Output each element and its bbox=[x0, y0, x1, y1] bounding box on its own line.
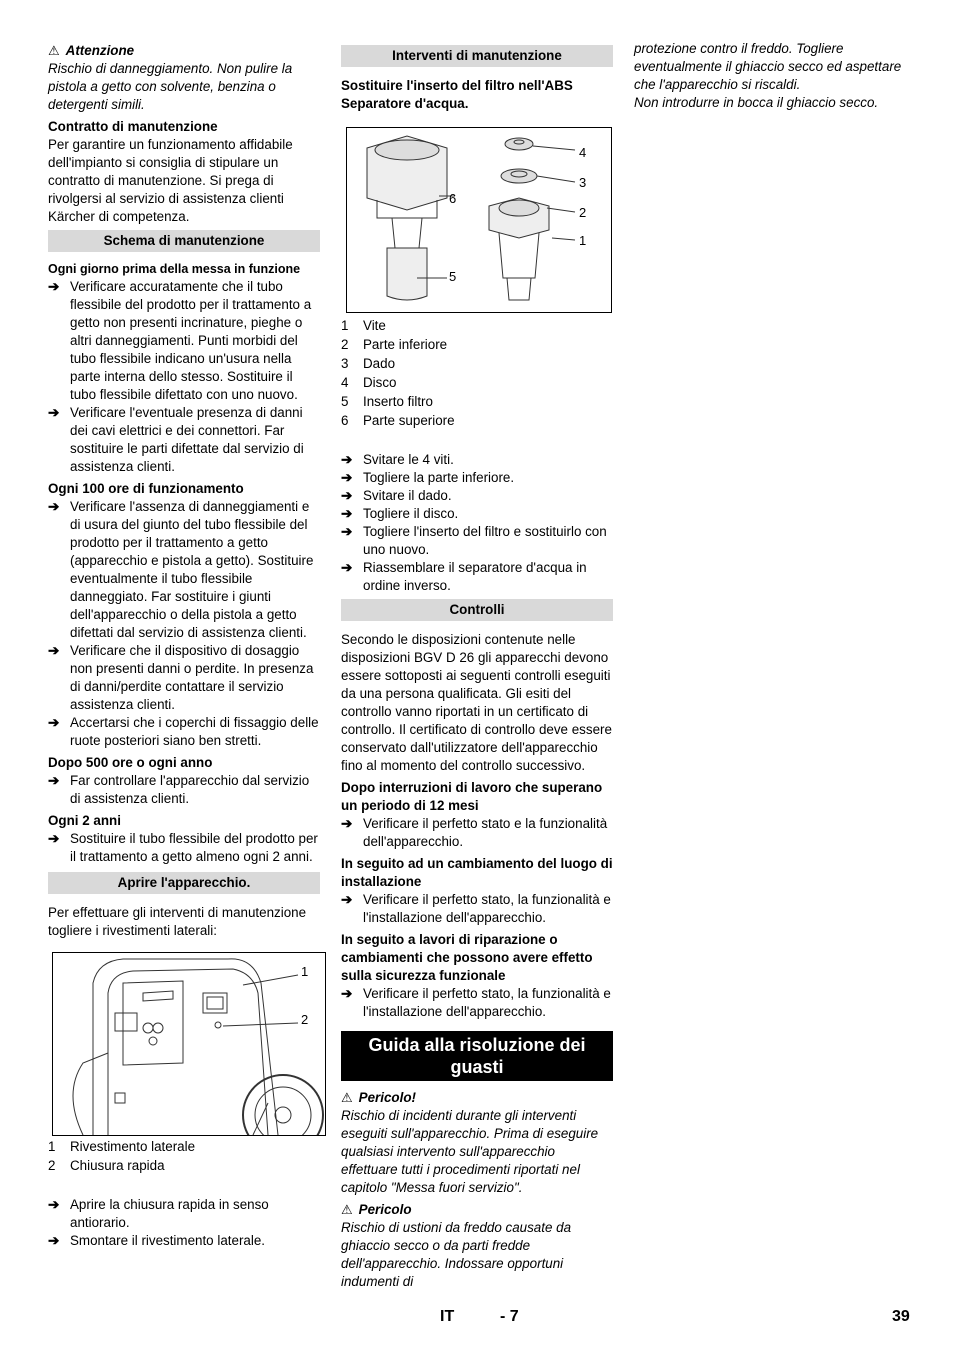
daily-steps bbox=[48, 278, 320, 476]
filter-illustration bbox=[347, 128, 611, 312]
filter-figure bbox=[346, 127, 612, 313]
arrow-right-icon: ➔ bbox=[341, 488, 353, 503]
step-item: ➔ Verificare l'assenza di danneggiamenti e di usura del giunto del tubo flessibile del prodotto per il trattamento a getto (apparecchio e pistola a getto). Sostituire eventualmente il tubo flessibile danneggiato. Far sostituire i giunti dell'apparecchio o della pistola a getto difettati dal servizio di assistenza clienti. bbox=[48, 499, 314, 640]
footer-page-number: 39 bbox=[892, 1308, 910, 1325]
step-item: ➔ Togliere la parte inferiore. bbox=[341, 470, 515, 485]
arrow-right-icon: ➔ bbox=[48, 1233, 60, 1248]
arrow-right-icon: ➔ bbox=[48, 1197, 60, 1212]
y2-title: Ogni 2 anni bbox=[48, 813, 121, 828]
figure-label: 1 bbox=[301, 964, 309, 979]
step-item: ➔ Svitare le 4 viti. bbox=[341, 452, 454, 467]
machine-figure bbox=[52, 952, 326, 1136]
step-item: ➔ Riassemblare il separatore d'acqua in ordine inverso. bbox=[341, 560, 587, 593]
warning-text: Rischio di danneggiamento. Non pulire la pistola a getto con solvente, benzina o detergenti simili. bbox=[48, 61, 293, 112]
danger-heading: ⚠ Pericolo! bbox=[341, 1090, 416, 1105]
arrow-right-icon: ➔ bbox=[341, 452, 353, 467]
section-open: Aprire l'apparecchio. bbox=[48, 872, 320, 894]
contract-title: Contratto di manutenzione bbox=[48, 119, 218, 134]
h500-title: Dopo 500 ore o ogni anno bbox=[48, 755, 213, 770]
check3-steps bbox=[341, 985, 613, 1021]
step-item: ➔ Togliere il disco. bbox=[341, 506, 459, 521]
check1-title: Dopo interruzioni di lavoro che superano un periodo di 12 mesi bbox=[341, 780, 603, 813]
warning-triangle-icon: ⚠ bbox=[48, 43, 60, 58]
footer-language: IT bbox=[440, 1308, 455, 1325]
h100-steps bbox=[48, 498, 320, 750]
legend-item: 5 Inserto filtro bbox=[341, 394, 433, 409]
arrow-right-icon: ➔ bbox=[341, 816, 353, 831]
figure-legend bbox=[48, 1138, 320, 1176]
arrow-right-icon: ➔ bbox=[48, 643, 60, 658]
filter-steps bbox=[341, 451, 613, 595]
danger-text: Rischio di incidenti durante gli interventi eseguiti sull'apparecchio. Prima di eseguire qualsiasi intervento sull'apparecchio effettuare tutti i procedimenti riportati nel capitolo "Messa fuori servizio". bbox=[341, 1108, 599, 1195]
column-3 bbox=[634, 40, 909, 112]
arrow-right-icon: ➔ bbox=[48, 773, 60, 788]
column-2 bbox=[341, 40, 613, 1295]
arrow-right-icon: ➔ bbox=[341, 892, 353, 907]
danger-heading: ⚠ Pericolo bbox=[341, 1202, 412, 1217]
legend-item: 6 Parte superiore bbox=[341, 413, 455, 428]
legend-item: 3 Dado bbox=[341, 356, 396, 371]
arrow-right-icon: ➔ bbox=[48, 715, 60, 730]
open-text: Per effettuare gli interventi di manutenzione togliere i rivestimenti laterali: bbox=[48, 905, 307, 938]
step-item: ➔ Togliere l'inserto del filtro e sostituirlo con uno nuovo. bbox=[341, 524, 607, 557]
legend-item: 4 Disco bbox=[341, 375, 397, 390]
section-controlli: Controlli bbox=[341, 599, 613, 621]
continued-text: protezione contro il freddo. Togliere eventualmente il ghiaccio secco ed aspettare che l'apparecchio si riscaldi. bbox=[634, 41, 902, 92]
arrow-right-icon: ➔ bbox=[341, 560, 353, 575]
check2-title: In seguito ad un cambiamento del luogo di installazione bbox=[341, 856, 613, 889]
legend-item: 2 Parte inferiore bbox=[341, 337, 448, 352]
arrow-right-icon: ➔ bbox=[341, 524, 353, 539]
legend-item: 2 Chiusura rapida bbox=[48, 1158, 165, 1173]
arrow-right-icon: ➔ bbox=[48, 279, 60, 294]
filter-title: Sostituire l'inserto del filtro nell'ABS Separatore d'acqua. bbox=[341, 78, 573, 111]
continued-text: Non introdurre in bocca il ghiaccio secco. bbox=[634, 95, 879, 110]
arrow-right-icon: ➔ bbox=[341, 470, 353, 485]
section-schema: Schema di manutenzione bbox=[48, 230, 320, 252]
step-item: ➔ Accertarsi che i coperchi di fissaggio delle ruote posteriori siano ben stretti. bbox=[48, 715, 319, 748]
step-item: ➔ Aprire la chiusura rapida in senso antiorario. bbox=[48, 1197, 269, 1230]
step-item: ➔ Far controllare l'apparecchio dal servizio di assistenza clienti. bbox=[48, 773, 310, 806]
chapter-title: Guida alla risoluzione dei guasti bbox=[341, 1031, 613, 1081]
step-item: ➔ Verificare accuratamente che il tubo flessibile del prodotto per il trattamento a getto non presenti incrinature, pieghe o altri danneggiamenti. Punti morbidi del tubo flessibile indicano un'usura nella parte interna dello stesso. Sostituire il tubo flessibile difettato con uno nuovo. bbox=[48, 279, 312, 402]
step-item: ➔ Verificare il perfetto stato, la funzionalità e l'installazione dell'apparecchio. bbox=[341, 892, 611, 925]
check1-steps bbox=[341, 815, 613, 851]
controlli-text: Secondo le disposizioni contenute nelle disposizioni BGV D 26 gli apparecchi devono essere sottoposti ai seguenti controlli eseguiti da una persona qualificata. Gli esiti del controllo vanno riportati in un certificato di controllo. Il certificato di controllo deve essere conservato dall'utilizzatore dell'apparecchio fino al momento del controllo successivo. bbox=[341, 632, 612, 773]
machine-illustration bbox=[53, 953, 325, 1135]
figure-label: 6 bbox=[449, 191, 457, 206]
figure-label: 1 bbox=[579, 233, 587, 248]
footer-local-page: - 7 bbox=[500, 1308, 519, 1325]
step-item: ➔ Verificare il perfetto stato, la funzionalità e l'installazione dell'apparecchio. bbox=[341, 986, 611, 1019]
step-item: ➔ Sostituire il tubo flessibile del prodotto per il trattamento a getto almeno ogni 2 anni. bbox=[48, 831, 318, 864]
section-interventi: Interventi di manutenzione bbox=[341, 45, 613, 67]
warning-triangle-icon: ⚠ bbox=[341, 1090, 353, 1105]
warning-triangle-icon: ⚠ bbox=[341, 1202, 353, 1217]
daily-title: Ogni giorno prima della messa in funzione bbox=[48, 262, 301, 276]
legend-item: 1 Rivestimento laterale bbox=[48, 1139, 196, 1154]
figure-label: 2 bbox=[301, 1012, 309, 1027]
h500-steps bbox=[48, 772, 320, 808]
column-1 bbox=[48, 40, 320, 1254]
danger-text: Rischio di ustioni da freddo causate da ghiaccio secco o da parti fredde dell'apparecchio. Indossare opportuni indumenti di bbox=[341, 1220, 572, 1289]
y2-steps bbox=[48, 830, 320, 866]
figure-label: 5 bbox=[449, 269, 457, 284]
step-item: ➔ Svitare il dado. bbox=[341, 488, 452, 503]
step-item: ➔ Verificare che il dispositivo di dosaggio non presenti danni o perdite. In presenza di danni/perdite contattare il servizio assistenza clienti. bbox=[48, 643, 314, 712]
warning-heading: ⚠ Attenzione bbox=[48, 43, 135, 58]
figure-label: 3 bbox=[579, 175, 587, 190]
legend-item: 1 Vite bbox=[341, 318, 386, 333]
arrow-right-icon: ➔ bbox=[48, 499, 60, 514]
check2-steps bbox=[341, 891, 613, 927]
arrow-right-icon: ➔ bbox=[341, 986, 353, 1001]
figure-label: 4 bbox=[579, 145, 587, 160]
arrow-right-icon: ➔ bbox=[48, 831, 60, 846]
step-item: ➔ Smontare il rivestimento laterale. bbox=[48, 1233, 265, 1248]
figure-legend bbox=[341, 317, 613, 431]
arrow-right-icon: ➔ bbox=[48, 405, 60, 420]
step-item: ➔ Verificare il perfetto stato e la funzionalità dell'apparecchio. bbox=[341, 816, 608, 849]
h100-title: Ogni 100 ore di funzionamento bbox=[48, 481, 244, 496]
arrow-right-icon: ➔ bbox=[341, 506, 353, 521]
step-item: ➔ Verificare l'eventuale presenza di danni dei cavi elettrici e dei connettori. Far sostituire le parti difettate dal servizio di assistenza clienti. bbox=[48, 405, 304, 474]
open-steps bbox=[48, 1196, 320, 1250]
check3-title: In seguito a lavori di riparazione o cambiamenti che possono avere effetto sulla sicurezza funzionale bbox=[341, 932, 593, 983]
contract-text: Per garantire un funzionamento affidabile dell'impianto si consiglia di stipulare un contratto di manutenzione. Si prega di rivolgersi al servizio di assistenza clienti Kärcher di competenza. bbox=[48, 137, 293, 224]
figure-label: 2 bbox=[579, 205, 587, 220]
